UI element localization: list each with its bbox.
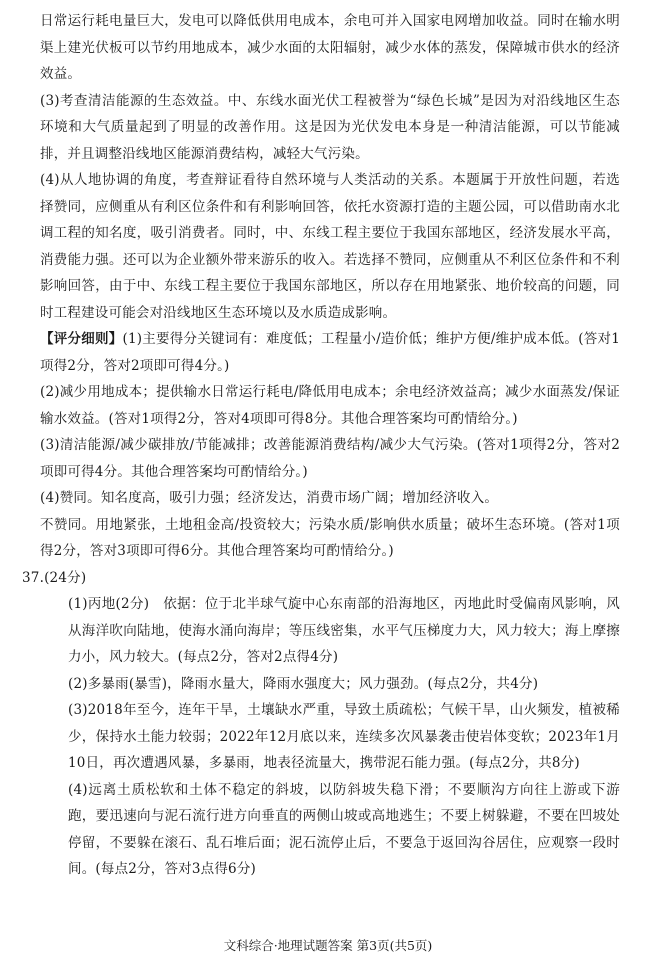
q37-heading: 37.(24分): [22, 569, 87, 586]
q36-para4: (4)从人地协调的角度，考查辩证看待自然环境与人类活动的关系。本题属于开放性问题，若选择赞同，应侧重从有利区位条件和有利影响回答，依托水资源打造的主题公园，可以借助南水北调工程的知名度，吸引消费者。同时，中、东线工程主要位于我国东部地区，经济发展水平高，消费能力强。还可以为企业额外带来游乐的收入。若选择不赞同，应侧重从不利区位条件和不利影响回答，由于中、东线工程主要位于我国东部地区，所以存在用地紧张、地价较高的问题，同时工程建设可能会对沿线地区生态环境以及水质造成影响。: [40, 172, 620, 321]
q37-answer-1: (1)丙地(2分) 依据：位于北半球气旋中心东南部的沿海地区，丙地此时受偏南风影响，风从海洋吹向陆地，使海水涌向海岸；等压线密集，水平气压梯度力大，风力较大；海上摩擦力小，风力较大。(每点2分，答对2点得4分): [68, 596, 620, 665]
q36-para2-tail: 日常运行耗电量巨大，发电可以降低供用电成本，余电可并入国家电网增加收益。同时在输水明渠上建光伏板可以节约用地成本，减少水面的太阳辐射，减少水体的蒸发，保障城市供水的经济效益。: [40, 13, 620, 82]
rubric-tag: 【评分细则】: [40, 331, 123, 347]
page-footer: 文科综合·地理试题答案 第3页(共5页): [223, 938, 433, 953]
q37-answer-2: (2)多暴雨(暴雪)，降雨水量大，降雨水强度大；风力强劲。(每点2分，共4分): [68, 675, 539, 692]
q36-rubric-3: (3)清洁能源/减少碳排放/节能减排；改善能源消费结构/减少大气污染。(答对1项得2分，答对2项即可得4分。其他合理答案均可酌情给分。): [40, 437, 620, 480]
page-content: [22, 8, 620, 883]
rubric-1-text: (1)主要得分关键词有：难度低；工程量小/造价低；维护方便/维护成本低。(答对1项得2分，答对2项即可得4分。): [40, 331, 620, 374]
q36-para3: (3)考查清洁能源的生态效益。中、东线水面光伏工程被誉为“绿色长城”是因为对沿线地区生态环境和大气质量起到了明显的改善作用。这是因为光伏发电本身是一种清洁能源，可以节能减排，并且调整沿线地区能源消费结构，减轻大气污染。: [40, 92, 620, 162]
q37-answer-3: (3)2018年至今，连年干旱，土壤缺水严重，导致土质疏松；气候干旱，山火频发，植被稀少，保持水土能力较弱；2022年12月底以来，连续多次风暴袭击使岩体变软；2023年1月10日，再次遭遇风暴，多暴雨，地表径流量大，携带泥石能力强。(每点2分，共8分): [68, 702, 620, 771]
q36-rubric-1: [40, 326, 620, 379]
q36-rubric-4b: 不赞同。用地紧张，土地租金高/投资较大；污染水质/影响供水质量；破坏生态环境。(答对1项得2分，答对3项即可得6分。其他合理答案均可酌情给分。): [40, 516, 620, 559]
q37-answer-4: (4)远离土质松软和土体不稳定的斜坡，以防斜坡失稳下滑；不要顺沟方向往上游或下游跑，要迅速向与泥石流行进方向垂直的两侧山坡或高地逃生；不要上树躲避，不要在凹坡处停留，不要躲在滚石、乱石堆后面；泥石流停止后，不要急于返回沟谷居住，应观察一段时间。(每点2分，答对3点得6分): [68, 781, 620, 877]
q36-rubric-4: (4)赞同。知名度高，吸引力强；经济发达，消费市场广阔；增加经济收入。: [40, 490, 499, 506]
q36-rubric-2: (2)减少用地成本；提供输水日常运行耗电/降低用电成本；余电经济效益高；减少水面蒸发/保证输水效益。(答对1项得2分，答对4项即可得8分。其他合理答案均可酌情给分。): [40, 384, 620, 427]
